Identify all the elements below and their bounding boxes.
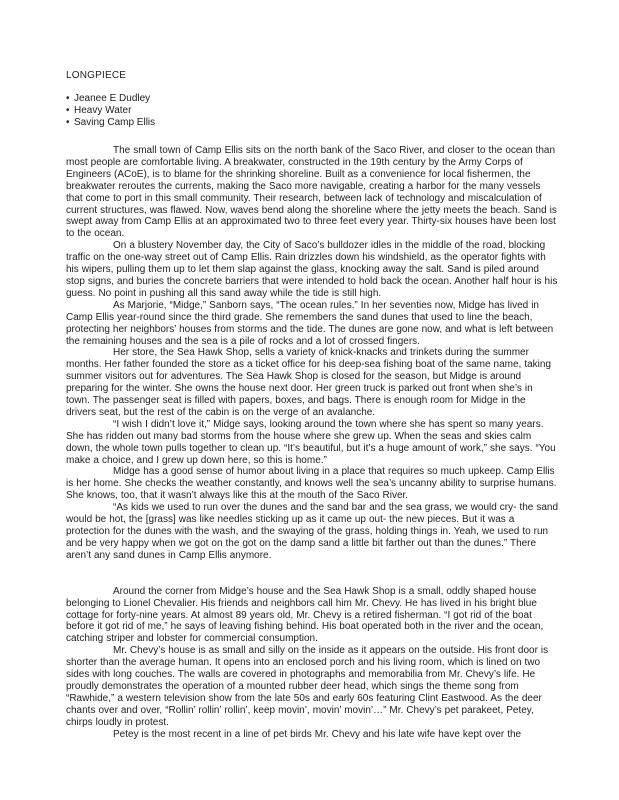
- paragraph: Her store, the Sea Hawk Shop, sells a variety of knick-knacks and trinkets during the summer months. Her father founded the store as a ticket office for his deep-sea fishing boat of the same name, taking summer visitors out for adventures. The Sea Hawk Shop is closed for the season, but Midge is around preparing for the winter. She owns the house next door. Her green truck is parked out front when she’s in town. The passenger seat is filled with papers, boxes, and bags. There is enough room for Midge in the drivers seat, but the rest of the cabin is on the verge of an avalanche.: [66, 347, 552, 418]
- byline-series: Heavy Water: [74, 105, 132, 116]
- section-break: [66, 562, 558, 586]
- byline-list: [66, 93, 558, 129]
- paragraph: Mr. Chevy’s house is as small and silly on the inside as it appears on the outside. His front door is shorter than the average human. It opens into an enclosed porch and his living room, which is lined on two sides with long couches. The walls are covered in photographs and memorabilia from Mr. Chevy’s life. He proudly demonstrates the operation of a mounted rubber deer head, which sings the theme song from “Rawhide,” a western television show from the late 50s and early 60s featuring Clint Eastwood. As the deer chants over and over, “Rollin’ rollin’ rollin’, keep movin’, movin’ movin’…” Mr. Chevy’s pet parakeet, Petey, chirps loudly in protest.: [66, 645, 549, 728]
- document-title: LONGPIECE: [66, 70, 127, 81]
- bullet-icon: •: [66, 105, 70, 116]
- paragraph: “I wish I didn’t love it,” Midge says, looking around the town where she has spent so many years. She has ridden out many bad storms from the house where she grew up. When the seas and skies calm down, the whole town pulls together to clean up. “It’s beautiful, but it’s a huge amount of work,” she says. “You make a choice, and I grew up down here, so this is home.”: [66, 418, 556, 466]
- byline-item: [66, 93, 558, 105]
- paragraph: Around the corner from Midge’s house and the Sea Hawk Shop is a small, oddly shaped house belonging to Lionel Chevalier. His friends and neighbors call him Mr. Chevy. He has lived in his bright blue cottage for forty-nine years. At almost 89 years old, Mr. Chevy is a retired fisherman. “I got rid of the boat before it got rid of me,” he says of leaving fishing behind. His boat operated both in the river and the ocean, catching striper and lobster for commercial consumption.: [66, 585, 544, 645]
- byline-piece-title: Saving Camp Ellis: [74, 117, 156, 128]
- byline-author: Jeanee E Dudley: [74, 93, 151, 104]
- byline-item: [66, 105, 558, 117]
- document-body: [66, 145, 558, 741]
- paragraph: On a blustery November day, the City of Saco’s bulldozer idles in the middle of the road, blocking traffic on the one-way street out of Camp Ellis. Rain drizzles down his windshield, as the operator fights with his wipers, pulling them up to let them slap against the glass, knocking away the salt. Sand is piled around stop signs, and buries the concrete barriers that were intended to hold back the ocean. Another half hour is his guess. No point in pushing all this sand away while the tide is still high.: [66, 240, 558, 299]
- paragraph: “As kids we used to run over the dunes and the sand bar and the sea grass, we would cry- the sand would be hot, the [grass] was like needles sticking up as it came up out- the new pieces. But it was a protection for the dunes with the wash, and the swaying of the grass, holding things in. Yeah, we used to run and be very happy when we got on the got on the damp sand a little bit farther out than the dunes.” There aren’t any sand dunes in Camp Ellis anymore.: [66, 502, 559, 561]
- paragraph: The small town of Camp Ellis sits on the north bank of the Saco River, and closer to the ocean than most people are comfortable living. A breakwater, constructed in the 19th century by the Army Corps of Engineers (ACoE), is to blame for the shrinking shoreline. Built as a convenience for local fishermen, the breakwater reroutes the currents, making the Saco more navigable, creating a harbor for the many vessels that come to port in this small community. Their research, between lack of technology and miscalculation of current structures, was flawed. Now, waves bend along the shoreline where the jetty meets the beach. Sand is swept away from Camp Ellis at an approximated two to three feet every year. Thirty-six houses have been lost to the ocean.: [66, 145, 557, 240]
- byline-item: [66, 117, 558, 129]
- paragraph: Midge has a good sense of humor about living in a place that requires so much upkeep. Camp Ellis is her home. She checks the weather constantly, and knows well the sea’s uncanny ability to surprise humans. She knows, too, that it wasn’t always like this at the mouth of the Saco River.: [66, 466, 557, 502]
- paragraph: Petey is the most recent in a line of pet birds Mr. Chevy and his late wife have kept over the: [113, 728, 522, 740]
- bullet-icon: •: [66, 117, 70, 128]
- paragraph: As Marjorie, “Midge,” Sanborn says, “The ocean rules.” In her seventies now, Midge has lived in Camp Ellis year-round since the third grade. She remembers the sand dunes that used to line the beach, protecting her neighbors’ houses from storms and the tide. The dunes are gone now, and what is left between the remaining houses and the sea is a pile of rocks and a lot of crossed fingers.: [66, 299, 554, 347]
- bullet-icon: •: [66, 93, 70, 104]
